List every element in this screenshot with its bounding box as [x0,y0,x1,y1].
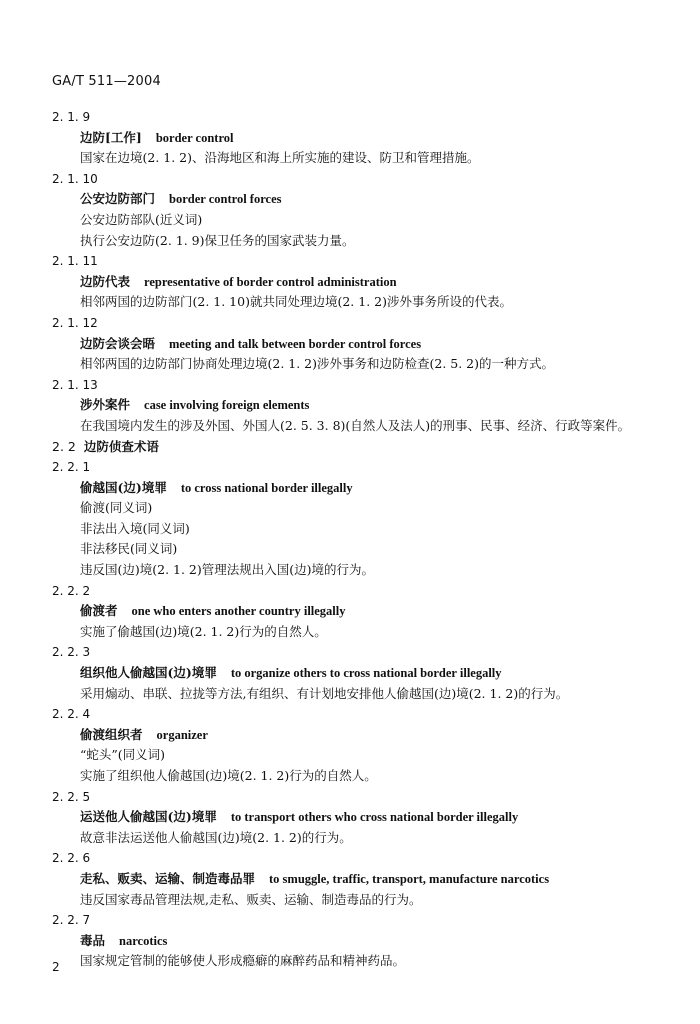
term-line [0,272,700,293]
term-chinese: 边防[工作] [80,129,142,145]
definition-text: 相邻两国的边防部门协商处理边境(2. 1. 2)涉外事务和边防检查(2. 5. 2)的一种方式。 [80,356,555,372]
clause-number: 2. 2. 6 [52,851,91,866]
term-english: to smuggle, traffic, transport, manufacture narcotics [269,871,550,886]
term-chinese: 偷越国(边)境罪 [80,479,167,495]
definition-text: 采用煽动、串联、拉拢等方法,有组织、有计划地安排他人偷越国(边)境(2. 1. 2)的行为。 [80,685,569,701]
term-line [0,601,700,622]
term-line [0,869,700,890]
definition-text: 相邻两国的边防部门(2. 1. 10)就共同处理边境(2. 1. 2)涉外事务所设的代表。 [80,294,512,310]
term-line [0,807,700,828]
clause-number: 2. 2. 2 [52,583,91,598]
term-chinese: 组织他人偷越国(边)境罪 [80,665,217,681]
term-line [0,725,700,746]
term-english: to organize others to cross national border illegally [230,666,502,681]
term-english: organizer [156,727,208,742]
clause-number: 2. 2. 1 [52,460,91,475]
definition-text: 故意非法运送他人偷越国(边)境(2. 1. 2)的行为。 [80,829,352,845]
definition-text: 非法出入境(同义词) [80,520,190,536]
term-chinese: 偷渡组织者 [80,726,143,742]
definition-text: 国家规定管制的能够使人形成瘾癖的麻醉药品和精神药品。 [80,953,406,969]
document-body [0,107,700,972]
term-chinese: 偷渡者 [80,603,118,619]
definition-text: 违反国家毒品管理法规,走私、贩卖、运输、制造毒品的行为。 [80,891,422,907]
definition-text: 在我国境内发生的涉及外国、外国人(2. 5. 3. 8)(自然人及法人)的刑事、民事、经济、行政等案件。 [80,417,631,433]
term-chinese: 边防代表 [80,273,131,289]
term-line [0,478,700,499]
term-english: to cross national border illegally [180,480,353,495]
definition-text: 公安边防部队(近义词) [80,211,203,227]
term-chinese: 运送他人偷越国(边)境罪 [80,809,217,825]
clause-number: 2. 1. 12 [52,315,98,330]
definition-text: 执行公安边防(2. 1. 9)保卫任务的国家武装力量。 [80,232,355,248]
clause-number: 2. 2. 7 [52,913,91,928]
term-chinese: 公安边防部门 [80,191,156,207]
term-line [0,189,700,210]
clause-number: 2. 2. 5 [52,789,91,804]
section-title: 边防侦查术语 [83,438,159,454]
clause-number: 2. 2. 4 [52,707,91,722]
term-line [0,663,700,684]
term-chinese: 涉外案件 [80,397,131,413]
term-chinese: 毒品 [80,932,106,948]
definition-text: “蛇头”(同义词) [80,747,166,763]
term-english: case involving foreign elements [144,398,310,413]
term-english: meeting and talk between border control forces [169,336,422,351]
term-english: to transport others who cross national border illegally [230,810,519,825]
section-heading [0,437,700,458]
clause-number: 2. 1. 9 [52,110,91,124]
term-line [0,334,700,355]
page-number: 2 [52,960,60,974]
definition-text: 违反国(边)境(2. 1. 2)管理法规出入国(边)境的行为。 [80,562,375,578]
term-english: border control forces [169,192,282,207]
term-line [0,931,700,952]
term-chinese: 走私、贩卖、运输、制造毒品罪 [80,870,256,886]
clause-number: 2. 1. 10 [52,171,98,186]
standard-code-header: GA/T 511—2004 [52,74,161,89]
clause-number: 2. 2. 3 [52,645,91,660]
term-english: one who enters another country illegally [131,604,346,619]
term-english: narcotics [119,933,168,948]
definition-text: 实施了偷越国(边)境(2. 1. 2)行为的自然人。 [80,623,327,639]
term-line [0,128,700,149]
term-chinese: 边防会谈会晤 [80,335,156,351]
term-english: border control [155,130,234,145]
definition-text: 偷渡(同义词) [80,500,153,516]
clause-number: 2. 1. 11 [52,254,98,269]
clause-number: 2. 1. 13 [52,377,98,392]
definition-text: 非法移民(同义词) [80,541,178,557]
term-line [0,395,700,416]
term-english: representative of border control administration [144,274,397,289]
definition-text: 国家在边境(2. 1. 2)、沿海地区和海上所实施的建设、防卫和管理措施。 [80,150,480,166]
definition-text: 实施了组织他人偷越国(边)境(2. 1. 2)行为的自然人。 [80,768,377,783]
section-number: 2. 2 [52,438,76,454]
